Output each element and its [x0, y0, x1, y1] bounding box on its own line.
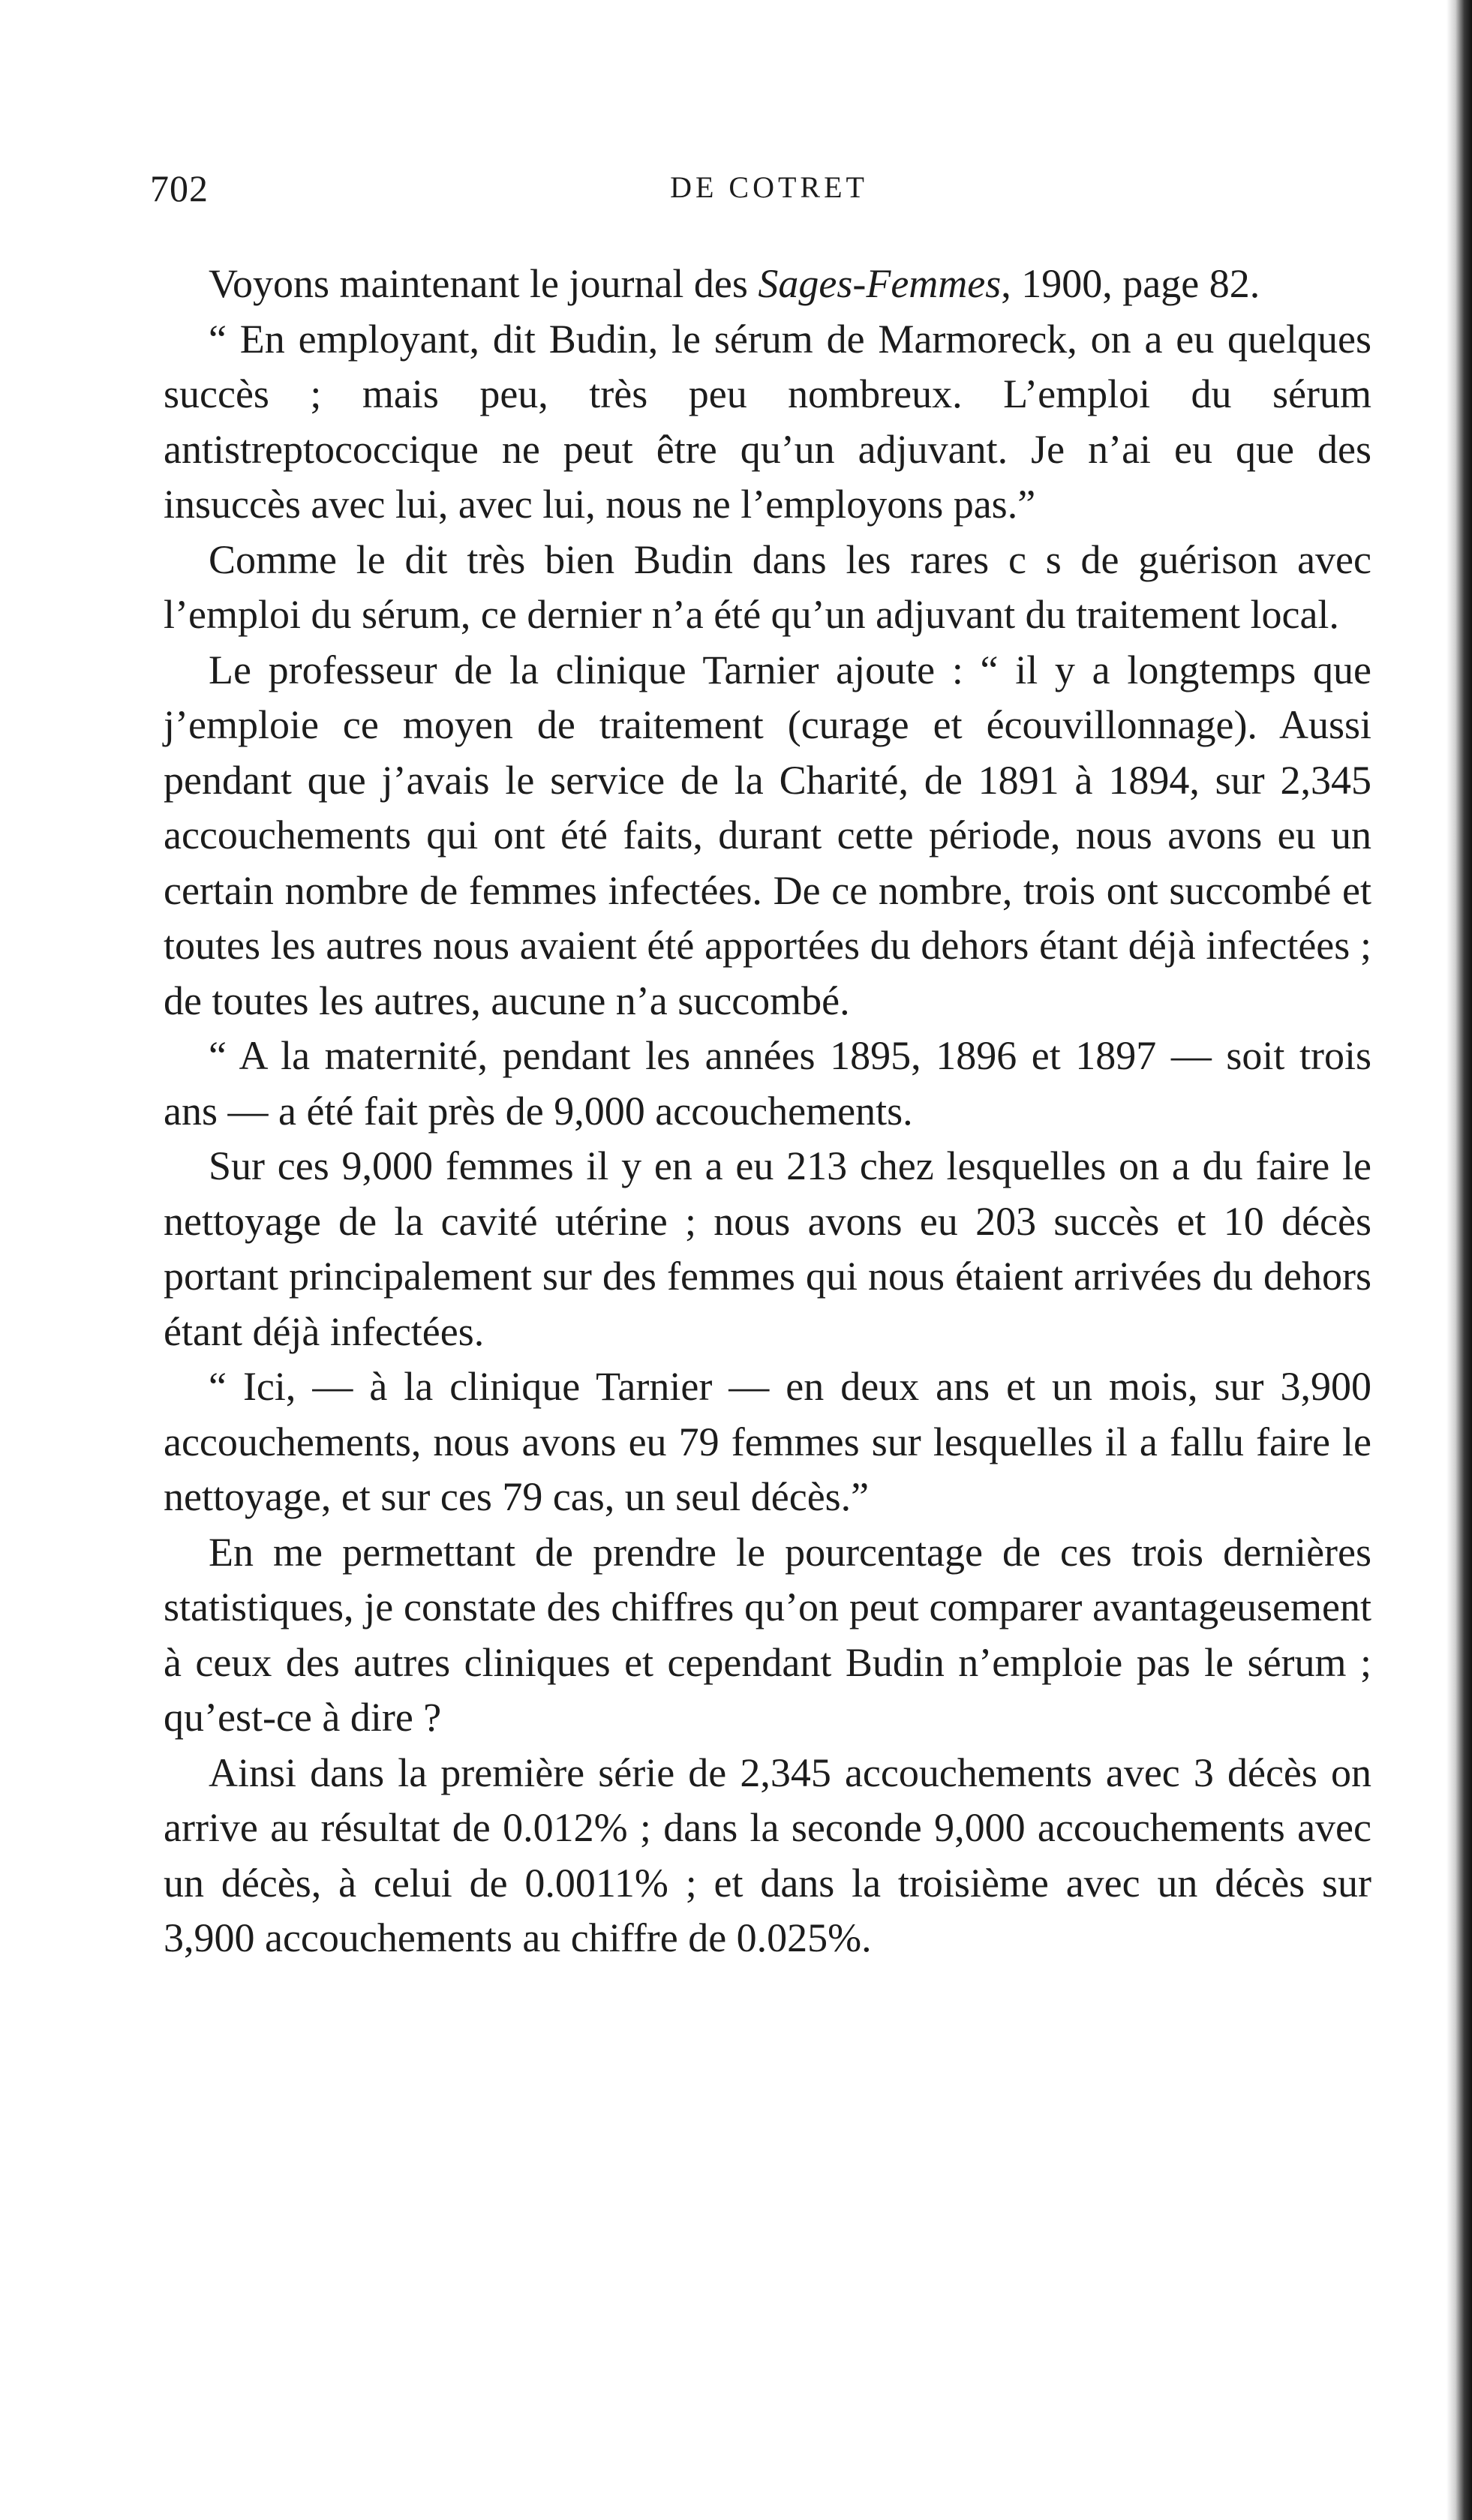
journal-title: Sages-Femmes: [758, 261, 1002, 306]
paragraph-5: “ A la maternité, pendant les années 1895, 1896 et 1897 — soit trois ans — a été fait près de 9,000 accouchements.: [164, 1033, 1371, 1134]
page-edge-shadow: [1446, 0, 1472, 2520]
page-number: 702: [150, 167, 209, 209]
body-text: [164, 257, 1371, 1966]
running-header: [150, 167, 1388, 212]
paragraph-2: “ En employant, dit Budin, le sérum de Marmoreck, on a eu quelques succès ; mais peu, très peu nombreux. L’emploi du sérum antistreptococcique ne peut être qu’un adjuvant. Je n’ai eu que des insuccès avec lui, avec lui, nous ne l’employons pas.”: [164, 316, 1371, 527]
paragraph-7: “ Ici, — à la clinique Tarnier — en deux ans et un mois, sur 3,900 accouchements, nous avons eu 79 femmes sur lesquelles il a fallu faire le nettoyage, et sur ces 79 cas, un seul décès.”: [164, 1364, 1371, 1519]
paragraph-3: Comme le dit très bien Budin dans les rares c s de guérison avec l’emploi du sérum, ce dernier n’a été qu’un adjuvant du traitement local.: [164, 536, 1371, 637]
paragraph-1-text-after: , 1900, page 82.: [1001, 261, 1260, 306]
paragraph-8: En me permettant de prendre le pourcentage de ces trois dernières statistiques, je constate des chiffres qu’on peut comparer avantageusement à ceux des autres cliniques et cependant Budin n’emploie pas le sérum ; qu’est-ce à dire ?: [164, 1529, 1371, 1740]
paragraph-6: Sur ces 9,000 femmes il y en a eu 213 chez lesquelles on a du faire le nettoyage de la cavité utérine ; nous avons eu 203 succès et 10 décès portant principalement sur des femmes qui nous étaient arrivées du dehors étant déjà infectées.: [164, 1143, 1371, 1354]
paragraph-9: Ainsi dans la première série de 2,345 accouchements avec 3 décès on arrive au résultat de 0.012% ; dans la seconde 9,000 accouchements avec un décès, à celui de 0.0011% ; et dans la troisième avec un décès sur 3,900 accouchements au chiffre de 0.025%.: [164, 1750, 1371, 1960]
paragraph-4: Le professeur de la clinique Tarnier ajoute : “ il y a longtemps que j’emploie ce moyen de traitement (curage et écouvillonnage). Aussi pendant que j’avais le service de la Charité, de 1891 à 1894, sur 2,345 accouchements qui ont été faits, durant cette période, nous avons eu un certain nombre de femmes infectées. De ce nombre, trois ont succombé et toutes les autres nous avaient été apportées du dehors étant déjà infectées ; de toutes les autres, aucune n’a succombé.: [164, 647, 1371, 1023]
paragraph-1-text-before: Voyons maintenant le journal des: [209, 261, 759, 306]
running-title: DE COTRET: [670, 170, 868, 204]
paragraph-1: [164, 257, 1371, 312]
